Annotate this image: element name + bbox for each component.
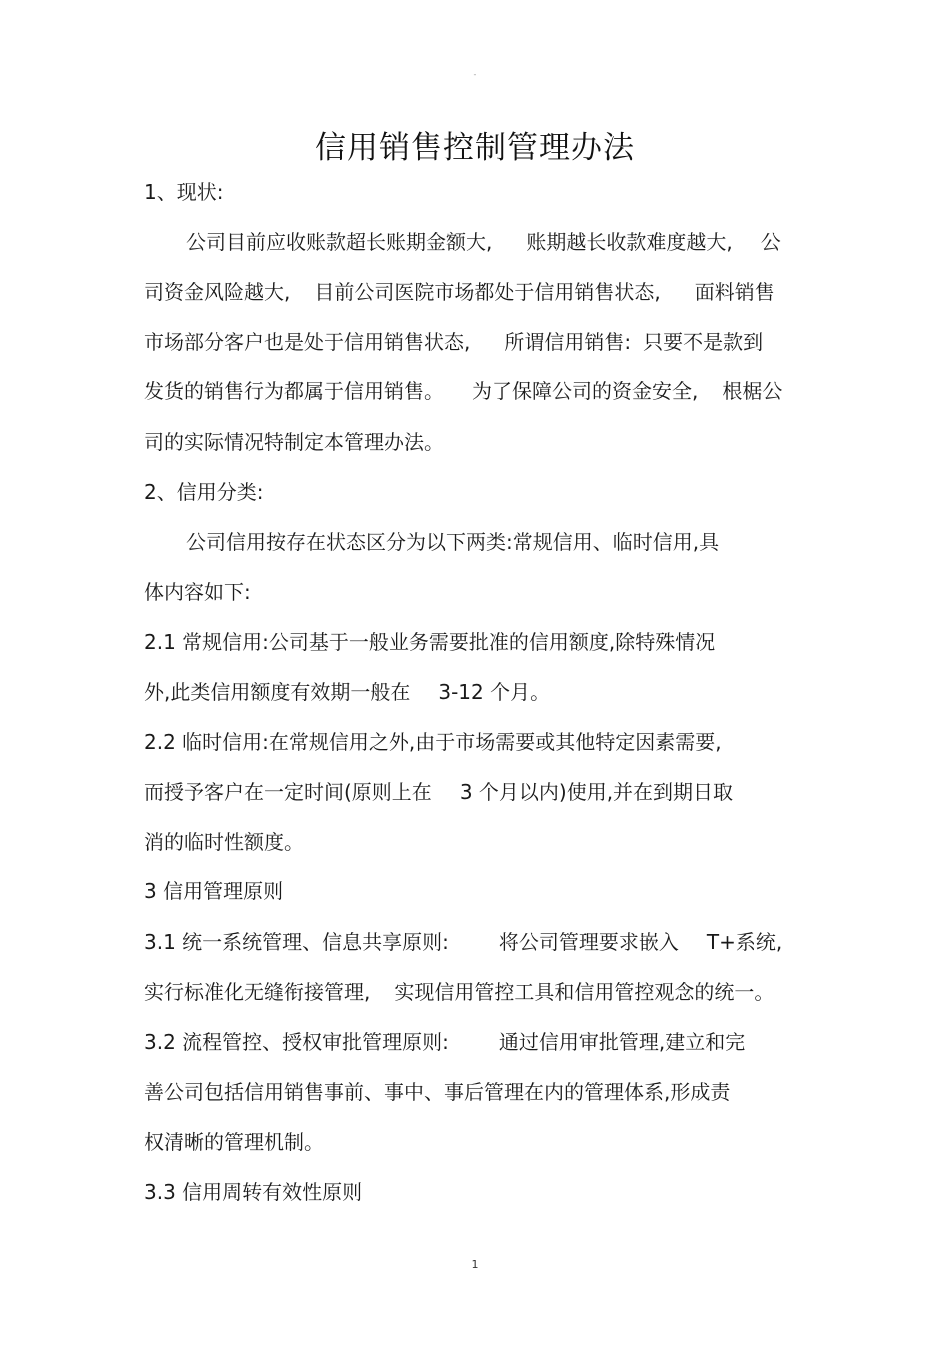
paragraph-line: 善公司包括信用销售事前、事中、事后管理在内的管理体系,形成责 [144,1080,731,1104]
heading-credit-classification: 2、信用分类: [144,480,264,504]
paragraph-line: 公司信用按存在状态区分为以下两类:常规信用、临时信用,具 [186,530,720,554]
section-3-1: 3.1 统一系统管理、信息共享原则: 将公司管理要求嵌入 T+系统, [144,930,783,954]
paragraph-line: 市场部分客户也是处于信用销售状态, 所谓信用销售: 只要不是款到 [144,330,764,354]
paragraph-line: 外,此类信用额度有效期一般在 3-12 个月。 [144,680,551,704]
heading-current-status: 1、现状: [144,180,224,204]
heading-credit-management-principles: 3 信用管理原则 [144,879,284,903]
paragraph-line: 司的实际情况特制定本管理办法。 [144,430,444,454]
page-number: 1 [471,1258,479,1271]
document-title: 信用销售控制管理办法 [315,130,635,166]
section-2-2: 2.2 临时信用:在常规信用之外,由于市场需要或其他特定因素需要, [144,730,722,754]
section-2-1: 2.1 常规信用:公司基于一般业务需要批准的信用额度,除特殊情况 [144,630,716,654]
section-3-3: 3.3 信用周转有效性原则 [144,1180,363,1204]
header-mark: - [473,70,477,79]
paragraph-line: 体内容如下: [144,580,251,604]
paragraph-line: 权清晰的管理机制。 [144,1130,324,1154]
paragraph-line: 实行标准化无缝衔接管理, 实现信用管控工具和信用管控观念的统一。 [144,980,775,1004]
paragraph-line: 发货的销售行为都属于信用销售。 为了保障公司的资金安全, 根椐公 [144,379,783,403]
paragraph-line: 消的临时性额度。 [144,830,304,854]
paragraph-line: 而授予客户在一定时间(原则上在 3 个月以内)使用,并在到期日取 [144,780,734,804]
paragraph-line: 公司目前应收账款超长账期金额大, 账期越长收款难度越大, 公 [186,230,781,254]
paragraph-line: 司资金风险越大, 目前公司医院市场都处于信用销售状态, 面料销售 [144,280,775,304]
section-3-2: 3.2 流程管控、授权审批管理原则: 通过信用审批管理,建立和完 [144,1030,746,1054]
